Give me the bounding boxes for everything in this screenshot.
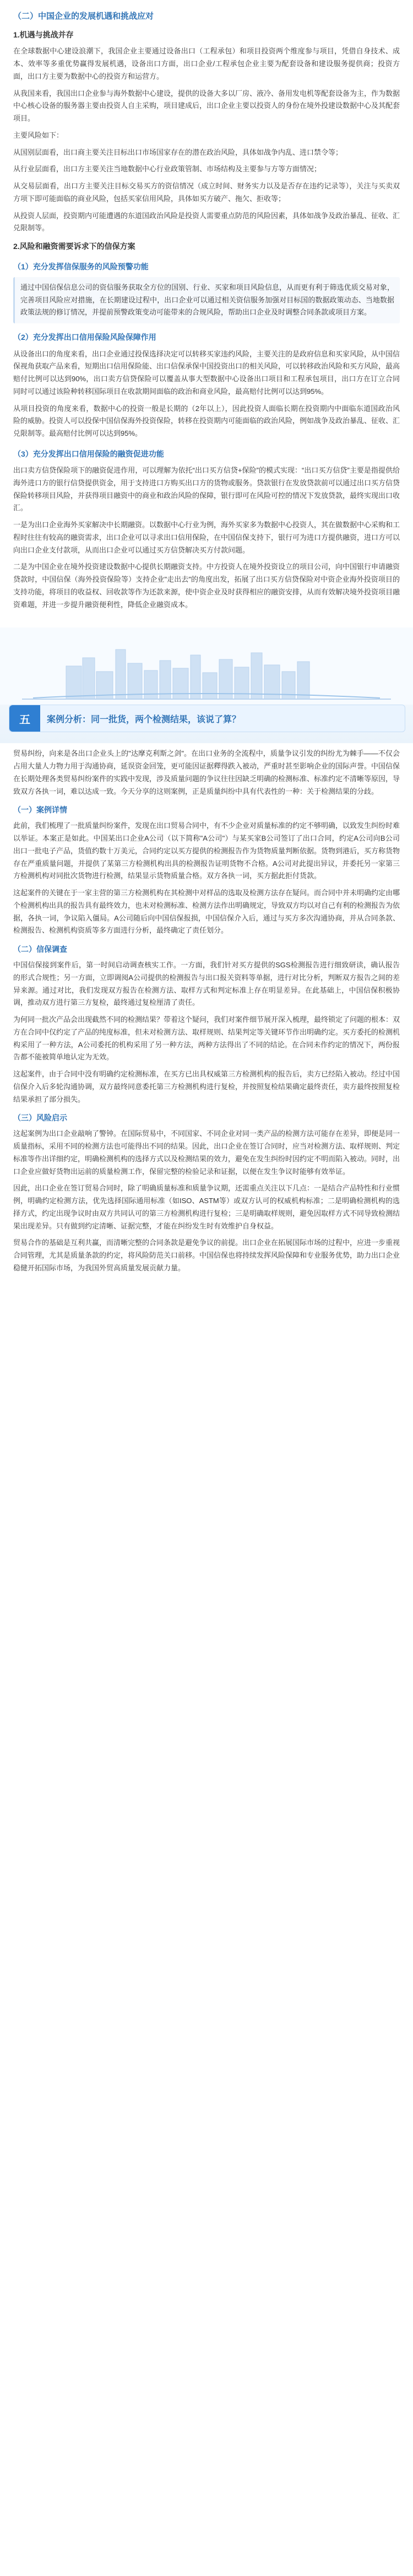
- case-number: 五: [9, 705, 40, 732]
- case-p5: 这起案件，由于合同中没有明确约定检测标准，在买方已出具权威第三方检测机构的报告后，卖方已经陷入被动。经过中国信保介入后多轮沟通协调，双方最终同意委托第三方检测机构进行复检，并按照复检结果确定最终责任，卖方最终按照复检结果承担了部分损失。: [13, 1070, 400, 1103]
- block1-p6: 从交易层面看，出口方主要关注目标交易买方的资信情况（成立时间、财务实力以及是否存在违约记录等），关注与买卖双方项下即可能面临的商业风险，包括买家信用风险，具体如买方破产、拖欠、拒收等；: [13, 182, 400, 203]
- block2-sub3: （3）充分发挥出口信用保险的融资促进功能: [13, 449, 164, 458]
- case-banner: [0, 627, 413, 743]
- case-p3: 中国信保接到案件后，第一时间启动调查核实工作。一方面，我们针对买方提供的SGS检测报告进行细致研读，确认报告的形式合规性；另一方面，立即调阅A公司提供的检测报告与出口报关资料等单据，进行对比分析，判断双方报告之间的差异来源。通过对比，我们发现双方报告在检测方法、取样方式和判定标准上存在明显差异。在此基础上，中国信保积极协调，推动双方进行第三方复检，最终通过复检厘清了责任。: [13, 961, 400, 1007]
- case-sub3: （三）风险启示: [13, 1113, 67, 1123]
- block3-p2: 二是为中国企业在境外投资建设数据中心提供长期融资支持。中方投资人在境外投资设立的项目公司，向中国银行申请融资贷款时，中国信保（海外投资保险等）支持企业"走出去"的角度出发，拓展了出口买方信贷保险对中资企业海外投资项目的支持功能，将项目的收益权、回收款等作为还款来源，使中资企业及时获得相应的融资安排，从而有效解决境外投资项目融资难题，并进一步提升融资便利性，降低企业融资成本。: [13, 562, 400, 609]
- case-header: [9, 705, 405, 732]
- case-sub2: （二）信保调查: [13, 945, 67, 954]
- block1-p4: 从国别层面看，出口商主要关注目标出口市场国家存在的潜在政治风险，具体如战争内乱、进口禁令等；: [13, 148, 343, 156]
- block1-p2: 从我国来看，我国出口企业参与海外数据中心建设，提供的设备大多以厂房、液冷、备用发电机等配套设备为主，作为数据中心核心设备的服务器主要由投资人自主采购，项目建成后，出口企业主要以投资人的身份在境外投建设数据中心及其配套项目。: [13, 89, 400, 123]
- case-p6: 这起案例为出口企业敲响了警钟。在国际贸易中，不同国家、不同企业对同一类产品的检测方法可能存在差异，即便是同一质量指标，采用不同的检测方法也可能得出不同的结果。因此，出口企业在签订合同时，应当对检测方法、取样规则、判定标准等作出详细约定，明确检测机构的选择方式以及检测结果的效力，避免在发生纠纷时因约定不明而陷入被动。同时，出口企业应做好货物出运前的质量检测工作，保留完整的检验记录和证据，以便在发生争议时能够有效举证。: [13, 1129, 400, 1176]
- block2-p1: 通过中国信保信息公司的资信服务获取全方位的国别、行业、买家和项目风险信息，从而更有利于筛选优质交易对象，完善项目风险应对措施，在长期建设过程中，出口企业可以通过相关资信服务加强对目标国的数据政策动态、当地数据政策法规的修订情况，并提前预警政策变动可能带来的合规风险，帮助出口企业及时调整合同条款或项目方案。: [13, 277, 400, 323]
- block2-sub2: （2）充分发挥出口信用保险风险保障作用: [13, 333, 156, 342]
- section-heading-opportunities: （二）中国企业的发展机遇和挑战应对: [13, 12, 154, 21]
- case-intro: 贸易纠纷，向来是各出口企业头上的"达摩克利斯之剑"。在出口业务的全流程中，质量争议引发的纠纷尤为棘手——不仅会占用大量人力物力用于沟通协商，延误资金回笼，更可能因证据釋得跌入被动，严重时甚至影响企业的国际声誉。中国信保在长期处理各类贸易纠纷案件的实践中发现，涉及质量问题的争议往往因缺乏明确的检测标准、标准约定不清晰等原因，导致双方各执一词，难以达成一致。今天分享的这则案例，正是质量纠纷中具有代表性的一种：关于检测结果的分歧。: [13, 749, 400, 795]
- page: [0, 10, 413, 2576]
- block3-p1: 一是为出口企业海外买家解决中长期融资。以数据中心行业为例，海外买家多为数据中心投资人，其在做数据中心采购和工程时往往有较高的融资需求，出口企业可以寻求出口信用保险，在中国信保支持下，银行可为进口方提供融资，进口方可以向出口企业支付款项，从而出口企业可以通过买方信贷解决买方付款问题。: [13, 521, 400, 554]
- block1-p7: 从投资人层面，投资期内可能遭遇的东道国政治风险是投资人需要重点防范的风险因素，具体如战争及政治暴乱、征收、汇兑限制等。: [13, 211, 400, 232]
- skyline-illustration: [0, 627, 413, 705]
- block2-p4: 出口卖方信贷保险项下的融资促进作用，可以理解为依托“出口买方信贷+保险”的模式实现：“出口买方信贷”主要是指提供给海外进口方的银行信贷提供资金，用于支持进口方购买出口方的货物或服务。贷款银行在发放贷款前可以通过出口买方信贷保险转移项目风险，并获得项目融资中的商业和政治风险的保障，银行即可在风险可控的情况下发放贷款，最终实现出口收汇。: [13, 466, 400, 512]
- block2-title: 2.风险和融资需要诉求下的信保方案: [13, 242, 135, 251]
- block2-sub1: （1）充分发挥信保服务的风险预警功能: [13, 262, 149, 271]
- block2-p2: 从设备出口的角度来看，出口企业通过投保选择决定可以转移买家违约风险，主要关注的是政府信息和买家风险，从中国信保视角获取产品来看，短期出口信用保险能、出口信保承保中国投资出口的相关风险，可以转移政治风险和买方风险，最高赔付比例可以达到90%，出口卖方信贷保险可以覆盖从事大型数据中心设备出口项目和工程承包项目，出口方在订立合同同时可以通过该险种转移国际项目在收款期间面临的政治和商业风险，最高赔付比例可以达到95%。: [13, 349, 400, 396]
- block1-title: 1.机遇与挑战并存: [13, 30, 74, 39]
- block1-p5: 从行业层面看，出口方主要关注当地数据中心行业政策管制、市场结构及主要参与方等方面情况；: [13, 165, 322, 174]
- case-p1: 此前，我们梳理了一批质量纠纷案件，发现在出口贸易合同中，有不少企业对质量标准的约定不够明确，以致发生纠纷时难以举证。本案正是如此。中国某出口企业A公司（以下简称"A公司"）与某买家B公司签订了出口合同，约定A公司向B公司出口一批电子产品，货值约数十万美元，合同约定以买方提供的检测报告作为货物质量判断依据。货物到港后，买方称货物存在严重质量问题，并提供了某第三方检测机构出具的检测报告证明货物不合格。A公司对此提出异议，并委托另一家第三方检测机构对同批次货物进行检测，结果显示货物质量合格。双方各执一词，买方据此拒付货款。: [13, 821, 400, 880]
- case-title: 案例分析：同一批货，两个检测结果，该说了算？: [47, 715, 241, 724]
- block1-p3: 主要风险如下：: [13, 131, 64, 139]
- case-p8: 贸易合作的基础是互利共赢，而清晰完整的合同条款是避免争议的前提。出口企业在拓展国际市场的过程中，应进一步重视合同管理，尤其是质量条款的约定，将风险防范关口前移。中国信保也将持续发挥风险保障和专业服务优势，助力出口企业稳健开拓国际市场，为我国外贸高质量发展贡献力量。: [13, 1238, 400, 1272]
- case-p4: 为何同一批次产品会出现截然不同的检测结果？带着这个疑问，我们对案件细节展开深入梳理，最终锁定了问题的根本：双方在合同中仅约定了产品的纯度标准，但未对检测方法、取样规则、结果判定等关键环节作出明确约定。买方委托的检测机构采用了一种方法，A公司委托的机构采用了另一种方法，两种方法得出了不同的结论。在合同未作约定的情况下，两份报告都不能被简单地认定为无效。: [13, 1015, 400, 1062]
- case-sub1: （一）案例详情: [13, 805, 67, 815]
- case-p2: 这起案件的关键在于一家主营的第三方检测机构在其检测中对样品的选取及检测方法存在疑问。而合同中并未明确约定由哪个检测机构出具的报告具有最终效力，也未对检测标准、检测方法作出明确规定，导致双方均以对自己有利的检测报告为依据，各执一词，争议陷入僵局。A公司随后向中国信保报损，中国信保介入后，通过与买方多次沟通协商，并从合同条款、检测报告、检测机构资质等多方面进行分析，最终确定了责任划分。: [13, 889, 400, 935]
- block2-p3: 从项目投资的角度来看，数据中心的投资一般是长期的（2年以上），因此投资人面临长期在投资期内中面临东道国政治风险的威胁。投资人可以投保中国信保海外投资保险，转移在投资期内可能面临的政治风险，例如战争及政治暴乱、征收、汇兑限制等。最高赔付比例可以达到95%。: [13, 404, 400, 438]
- case-p7: 因此，出口企业在签订贸易合同时，除了明确质量标准和质量争议期，还需重点关注以下几点：一是结合产品特性和行业惯例，明确约定检测方法，优先选择国际通用标准（如ISO、ASTM等）或双方认可的权威机构标准；二是明确检测机构的选择方式，约定出现争议时由双方共同认可的第三方检测机构进行复检；三是明确取样规则，避免因取样方式不同导致检测结果出现差异。只有做到约定清晰、证据完整，才能在纠纷发生时有效维护自身权益。: [13, 1184, 400, 1230]
- block1-p1: 在全球数据中心建设浪潮下，我国企业主要通过设备出口（工程承包）和项目投资两个维度参与项目，凭借自身技术、成本、效率等多重优势赢得发展机遇，设备出口方面，出口企业/工程承包企业主要为配套设备和建设服务提供商；投资方面，出口方主要为数据中心的投资方和运营方。: [13, 47, 400, 80]
